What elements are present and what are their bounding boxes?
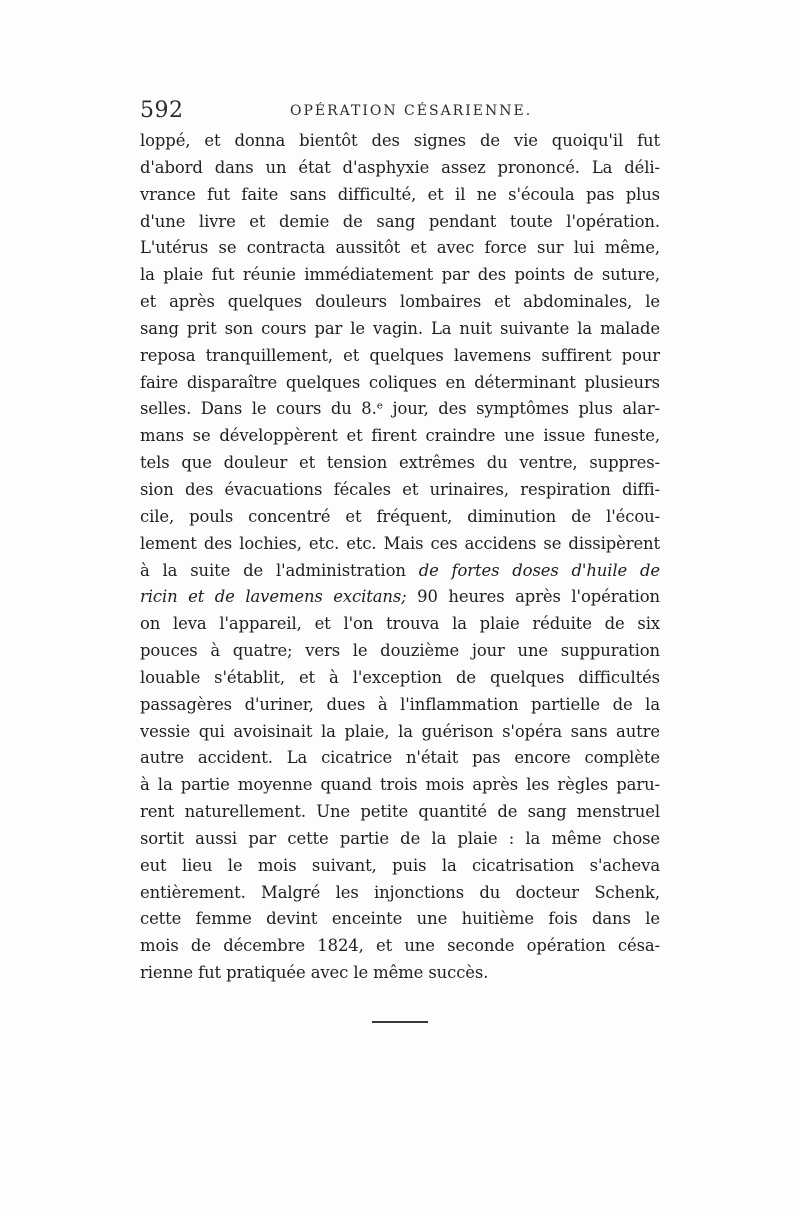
text-line: selles. Dans le cours du 8.ᵉ jour, des symptômes plus alar- (140, 399, 660, 419)
text-line: la plaie fut réunie immédiatement par des points de suture, (140, 265, 660, 285)
text-line: à la suite de l'administration de fortes doses d'huile de (140, 560, 660, 580)
text-line: vrance fut faite sans difficulté, et il ne s'écoula pas plus (140, 184, 660, 204)
body-text (140, 128, 660, 987)
text-line: autre accident. La cicatrice n'était pas encore complète (140, 748, 660, 768)
text-line: rienne fut pratiquée avec le même succès. (140, 963, 489, 983)
text-line: cile, pouls concentré et fréquent, diminution de l'écou- (140, 506, 660, 526)
text-line: ricin et de lavemens excitans; 90 heures après l'opération (140, 587, 660, 607)
text-line: mois de décembre 1824, et une seconde opération césa- (140, 936, 660, 956)
text-line: cette femme devint enceinte une huitième fois dans le (140, 909, 660, 929)
text-line: d'abord dans un état d'asphyxie assez prononcé. La déli- (140, 157, 660, 177)
text-line: tels que douleur et tension extrêmes du ventre, suppres- (140, 453, 660, 473)
text-line: d'une livre et demie de sang pendant toute l'opération. (140, 211, 660, 231)
text-line: louable s'établit, et à l'exception de quelques difficultés (140, 667, 660, 687)
text-line: reposa tranquillement, et quelques lavemens suffirent pour (140, 345, 660, 365)
page-header (140, 98, 660, 124)
text-line: faire disparaître quelques coliques en déterminant plusieurs (140, 372, 660, 392)
text-line: vessie qui avoisinait la plaie, la guérison s'opéra sans autre (140, 721, 660, 741)
text-line: sion des évacuations fécales et urinaires, respiration diffi- (140, 479, 660, 499)
text-line: on leva l'appareil, et l'on trouva la plaie réduite de six (140, 614, 660, 634)
text-line: et après quelques douleurs lombaires et abdominales, le (140, 292, 660, 312)
page-number: 592 (140, 98, 184, 123)
text-line: à la partie moyenne quand trois mois après les règles paru- (140, 775, 660, 795)
text-line: entièrement. Malgré les injonctions du docteur Schenk, (140, 882, 660, 902)
text-line: sang prit son cours par le vagin. La nuit suivante la malade (140, 318, 660, 338)
text-line: loppé, et donna bientôt des signes de vie quoiqu'il fut (140, 131, 660, 150)
text-line: mans se développèrent et firent craindre une issue funeste, (140, 426, 660, 446)
text-line: eut lieu le mois suivant, puis la cicatrisation s'acheva (140, 855, 660, 875)
italic-text: de fortes doses d'huile de (418, 560, 660, 580)
text-line: sortit aussi par cette partie de la plaie : la même chose (140, 828, 660, 848)
text-line: passagères d'uriner, dues à l'inflammation partielle de la (140, 694, 660, 714)
text-line: rent naturellement. Une petite quantité de sang menstruel (140, 802, 660, 822)
italic-text: ricin et de lavemens excitans; (140, 587, 407, 607)
section-rule (372, 1021, 428, 1023)
text-line: lement des lochies, etc. etc. Mais ces accidens se dissipèrent (140, 533, 660, 553)
running-head: OPÉRATION CÉSARIENNE. (290, 103, 533, 119)
text-line: L'utérus se contracta aussitôt et avec force sur lui même, (140, 238, 660, 258)
text-line: pouces à quatre; vers le douzième jour une suppuration (140, 641, 660, 661)
